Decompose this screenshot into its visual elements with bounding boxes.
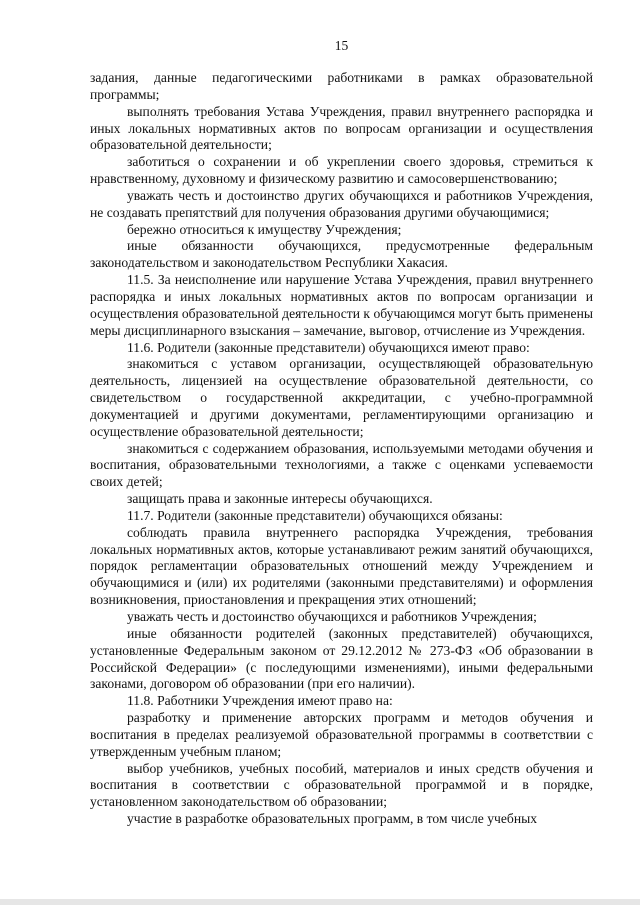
paragraph: 11.8. Работники Учреждения имеют право на: <box>127 693 393 709</box>
paragraph: уважать честь и достоинство обучающихся и работников Учреждения; <box>127 609 537 624</box>
paragraph: 11.6. Родители (законные представители) обучающихся имеют право: <box>127 339 530 355</box>
page-bottom-edge <box>0 899 640 905</box>
paragraph: 11.7. Родители (законные представители) обучающихся обязаны: <box>127 507 503 523</box>
paragraph: задания, данные педагогическими работниками в рамках образовательной программы; <box>90 70 593 102</box>
paragraph: 11.5. За неисполнение или нарушение Устава Учреждения, правил внутреннего распорядка и иных локальных нормативных актов по вопросам организации и осуществления образовательной деятельности к обучающимся могут быть применены меры дисциплинарного взыскания – замечание, выговор, отчисление из Учреждения. <box>90 272 593 338</box>
paragraph: знакомиться с уставом организации, осуществляющей образовательную деятельность, лицензией на осуществление образовательной деятельности, со свидетельством о государственной аккредитации, с учебно-программной документацией и другими документами, регламентирующими организацию и осуществление образовательной деятельности; <box>90 356 593 439</box>
paragraph: иные обязанности родителей (законных представителей) обучающихся, установленные Федеральным законом от 29.12.2012 № 273-ФЗ «Об образовании в Российской Федерации» (с последующими изменениями), иными федеральными законами, договором об образовании (при его наличии). <box>90 625 593 692</box>
paragraph: выполнять требования Устава Учреждения, правил внутреннего распорядка и иных локальных нормативных актов по вопросам организации и осуществления образовательной деятельности; <box>90 103 593 153</box>
paragraph: бережно относиться к имуществу Учреждения; <box>127 221 402 237</box>
paragraph: заботиться о сохранении и об укреплении своего здоровья, стремиться к нравственному, духовному и физическому развитию и самосовершенствованию; <box>90 154 593 187</box>
paragraph: защищать права и законные интересы обучающихся. <box>127 491 433 507</box>
document-body <box>90 70 593 828</box>
paragraph: уважать честь и достоинство других обучающихся и работников Учреждения, не создавать препятствий для получения образования другими обучающимися; <box>90 187 593 220</box>
paragraph: разработку и применение авторских программ и методов обучения и воспитания в пределах реализуемой образовательной программы в соответствии с утвержденным учебным планом; <box>90 710 593 759</box>
paragraph: участие в разработке образовательных программ, в том числе учебных <box>127 811 538 827</box>
page-number: 15 <box>334 38 349 53</box>
paragraph: знакомиться с содержанием образования, используемыми методами обучения и воспитания, образовательными технологиями, а также с оценками успеваемости своих детей; <box>90 440 593 490</box>
paragraph: иные обязанности обучающихся, предусмотренные федеральным законодательством и законодательством Республики Хакасия. <box>90 238 593 271</box>
paragraph: выбор учебников, учебных пособий, материалов и иных средств обучения и воспитания в соответствии с образовательной программой и в порядке, установленном законодательством об образовании; <box>90 760 593 810</box>
paragraph: соблюдать правила внутреннего распорядка Учреждения, требования локальных нормативных актов, которые устанавливают режим занятий обучающихся, порядок регламентации образовательных отношений между Учреждением и обучающимися и (или) их родителями (законными представителями) и оформления возникновения, приостановления и прекращения этих отношений; <box>90 524 593 608</box>
